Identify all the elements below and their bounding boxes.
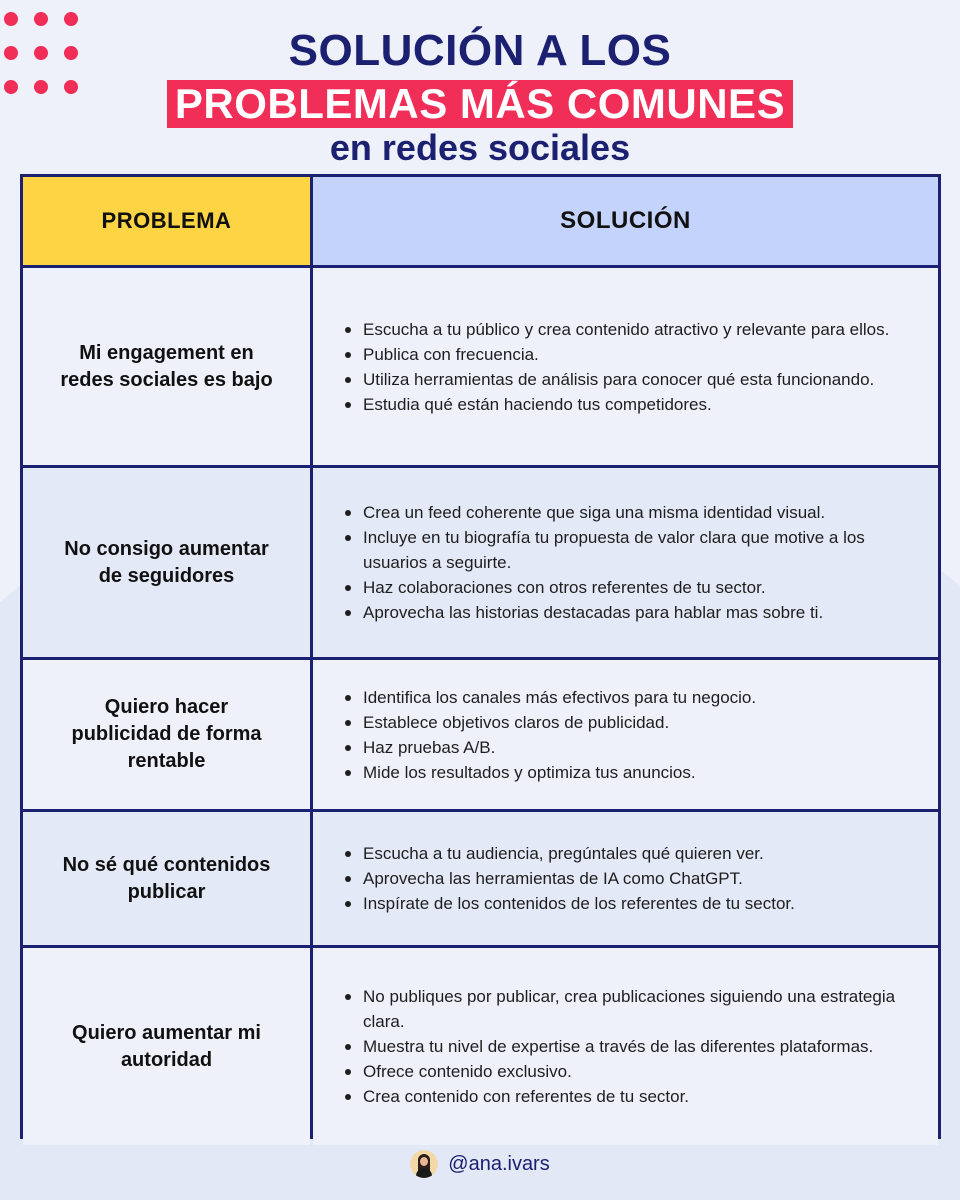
solution-item: Crea contenido con referentes de tu sector. — [341, 1084, 918, 1109]
header-problem: PROBLEMA — [23, 177, 310, 265]
dot — [64, 12, 78, 26]
solution-list — [341, 317, 918, 417]
solution-item: Haz colaboraciones con otros referentes de tu sector. — [341, 575, 918, 600]
solution-cell — [313, 948, 938, 1145]
solution-cell — [313, 268, 938, 465]
problem-cell: Mi engagement en redes sociales es bajo — [23, 268, 310, 465]
solution-cell — [313, 660, 938, 809]
dot — [4, 12, 18, 26]
author-handle: @ana.ivars — [448, 1152, 550, 1175]
solution-cell — [313, 812, 938, 945]
title-line-3: en redes sociales — [329, 127, 631, 168]
solution-item: Crea un feed coherente que siga una misma identidad visual. — [341, 500, 918, 525]
problem-cell: Quiero aumentar mi autoridad — [23, 948, 310, 1145]
solution-item: Establece objetivos claros de publicidad. — [341, 710, 918, 735]
solution-item: Escucha a tu audiencia, pregúntales qué quieren ver. — [341, 841, 918, 866]
avatar — [410, 1150, 438, 1178]
solution-item: Aprovecha las herramientas de IA como ChatGPT. — [341, 866, 918, 891]
solution-item: Mide los resultados y optimiza tus anuncios. — [341, 760, 918, 785]
problem-cell: No sé qué contenidos publicar — [23, 812, 310, 945]
problems-table — [20, 174, 941, 1139]
solution-item: Identifica los canales más efectivos para tu negocio. — [341, 685, 918, 710]
problem-cell: No consigo aumentar de seguidores — [23, 468, 310, 657]
solution-cell — [313, 468, 938, 657]
solution-item: Estudia qué están haciendo tus competidores. — [341, 392, 918, 417]
solution-item: Haz pruebas A/B. — [341, 735, 918, 760]
footer — [0, 1150, 960, 1178]
dot — [34, 12, 48, 26]
solution-list — [341, 685, 918, 785]
solution-list — [341, 500, 918, 625]
solution-item: No publiques por publicar, crea publicaciones siguiendo una estrategia clara. — [341, 984, 918, 1034]
solution-item: Ofrece contenido exclusivo. — [341, 1059, 918, 1084]
solution-list — [341, 841, 918, 916]
title-line-2-wrap — [0, 80, 960, 128]
solution-item: Inspírate de los contenidos de los referentes de tu sector. — [341, 891, 918, 916]
solution-item: Aprovecha las historias destacadas para hablar mas sobre ti. — [341, 600, 918, 625]
solution-list — [341, 984, 918, 1109]
solution-item: Utiliza herramientas de análisis para conocer qué esta funcionando. — [341, 367, 918, 392]
solution-item: Publica con frecuencia. — [341, 342, 918, 367]
problem-cell: Quiero hacer publicidad de forma rentable — [23, 660, 310, 809]
title-line-2-highlight: PROBLEMAS MÁS COMUNES — [167, 80, 793, 128]
header-solution: SOLUCIÓN — [313, 177, 938, 265]
solution-item: Muestra tu nivel de expertise a través de las diferentes plataformas. — [341, 1034, 918, 1059]
title-line-1: SOLUCIÓN A LOS — [288, 26, 672, 75]
solution-item: Incluye en tu biografía tu propuesta de valor clara que motive a los usuarios a seguirte. — [341, 525, 918, 575]
solution-item: Escucha a tu público y crea contenido atractivo y relevante para ellos. — [341, 317, 918, 342]
